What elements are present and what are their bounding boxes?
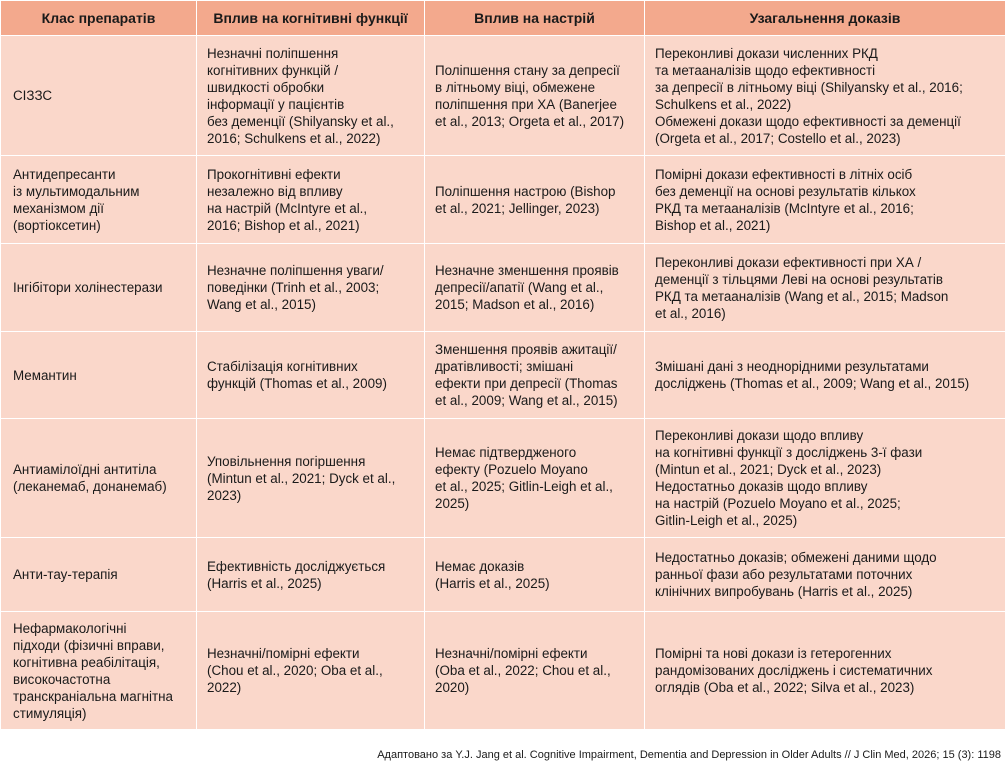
evidence-summary-cell: Змішані дані з неоднорідними результатами досліджень (Thomas et al., 2009; Wang et al., 2015) xyxy=(645,332,1005,419)
header-evidence-summary: Узагальнення доказів xyxy=(645,1,1005,36)
drug-class-cell: СІЗЗС xyxy=(1,36,197,156)
table-row xyxy=(1,419,1005,538)
cognitive-effect-cell: Стабілізація когнітивних функцій (Thomas et al., 2009) xyxy=(197,332,425,419)
drug-class-cell: Антиамілоїдні антитіла (леканемаб, донанемаб) xyxy=(1,419,197,538)
drug-class-cell: Нефармакологічні підходи (фізичні вправи, когнітивна реабілітація, високочастотна транскраніальна магнітна стимуляція) xyxy=(1,612,197,730)
evidence-summary-cell: Переконливі докази ефективності при ХА / деменції з тільцями Леві на основі результатів РКД та метааналізів (Wang et al., 2015; Madson et al., 2016) xyxy=(645,244,1005,332)
cognitive-effect-cell: Незначні поліпшення когнітивних функцій / швидкості обробки інформації у пацієнтів без деменції (Shilyansky et al., 2016; Schulkens et al., 2022) xyxy=(197,36,425,156)
mood-effect-cell: Зменшення проявів ажитації/ дратівливості; змішані ефекти при депресії (Thomas et al., 2009; Wang et al., 2015) xyxy=(425,332,645,419)
cognitive-effect-cell: Прокогнітивні ефекти незалежно від впливу на настрій (McIntyre et al., 2016; Bishop et al., 2021) xyxy=(197,156,425,244)
table-row xyxy=(1,36,1005,156)
cognitive-effect-cell: Незначні/помірні ефекти (Chou et al., 2020; Oba et al., 2022) xyxy=(197,612,425,730)
drug-class-cell: Інгібітори холінестерази xyxy=(1,244,197,332)
table-row xyxy=(1,332,1005,419)
mood-effect-cell: Немає підтвердженого ефекту (Pozuelo Moyano et al., 2025; Gitlin-Leigh et al., 2025) xyxy=(425,419,645,538)
table-row xyxy=(1,244,1005,332)
table-row xyxy=(1,156,1005,244)
evidence-summary-cell: Помірні докази ефективності в літніх осіб без деменції на основі результатів кількох РКД та метааналізів (McIntyre et al., 2016; Bishop et al., 2021) xyxy=(645,156,1005,244)
header-row xyxy=(1,1,1005,36)
mood-effect-cell: Поліпшення настрою (Bishop et al., 2021; Jellinger, 2023) xyxy=(425,156,645,244)
evidence-summary-cell: Переконливі докази щодо впливу на когнітивні функції з досліджень 3-ї фази (Mintun et al., 2021; Dyck et al., 2023) Недостатньо доказів щодо впливу на настрій (Pozuelo Moyano et al., 2025; Gitlin-Leigh et al., 2025) xyxy=(645,419,1005,538)
table-row xyxy=(1,538,1005,612)
table-row xyxy=(1,612,1005,730)
header-mood-effect: Вплив на настрій xyxy=(425,1,645,36)
cognitive-effect-cell: Уповільнення погіршення (Mintun et al., 2021; Dyck et al., 2023) xyxy=(197,419,425,538)
drug-class-cell: Анти-тау-терапія xyxy=(1,538,197,612)
evidence-summary-cell: Помірні та нові докази із гетерогенних рандомізованих досліджень і систематичних оглядів (Oba et al., 2022; Silva et al., 2023) xyxy=(645,612,1005,730)
drug-class-cell: Мемантин xyxy=(1,332,197,419)
mood-effect-cell: Поліпшення стану за депресії в літньому віці, обмежене поліпшення при ХА (Banerjee et al., 2013; Orgeta et al., 2017) xyxy=(425,36,645,156)
header-cognitive-effect: Вплив на когнітивні функції xyxy=(197,1,425,36)
cognitive-effect-cell: Незначне поліпшення уваги/ поведінки (Trinh et al., 2003; Wang et al., 2015) xyxy=(197,244,425,332)
mood-effect-cell: Незначні/помірні ефекти (Oba et al., 2022; Chou et al., 2020) xyxy=(425,612,645,730)
evidence-summary-cell: Недостатньо доказів; обмежені даними щодо ранньої фази або результатами поточних клінічних випробувань (Harris et al., 2025) xyxy=(645,538,1005,612)
evidence-summary-cell: Переконливі докази численних РКД та метааналізів щодо ефективності за депресії в літньому віці (Shilyansky et al., 2016; Schulkens et al., 2022) Обмежені докази щодо ефективності за деменції (Orgeta et al., 2017; Costello et al., 2023) xyxy=(645,36,1005,156)
drug-class-cell: Антидепресанти із мультимодальним механізмом дії (вортіоксетин) xyxy=(1,156,197,244)
mood-effect-cell: Незначне зменшення проявів депресії/апатії (Wang et al., 2015; Madson et al., 2016) xyxy=(425,244,645,332)
cognitive-effect-cell: Ефективність досліджується (Harris et al., 2025) xyxy=(197,538,425,612)
mood-effect-cell: Немає доказів (Harris et al., 2025) xyxy=(425,538,645,612)
source-citation: Адаптовано за Y.J. Jang et al. Cognitive Impairment, Dementia and Depression in Older Adults // J Clin Med, 2026; 15 (3): 1198 xyxy=(377,749,1001,761)
header-drug-class: Клас препаратів xyxy=(1,1,197,36)
